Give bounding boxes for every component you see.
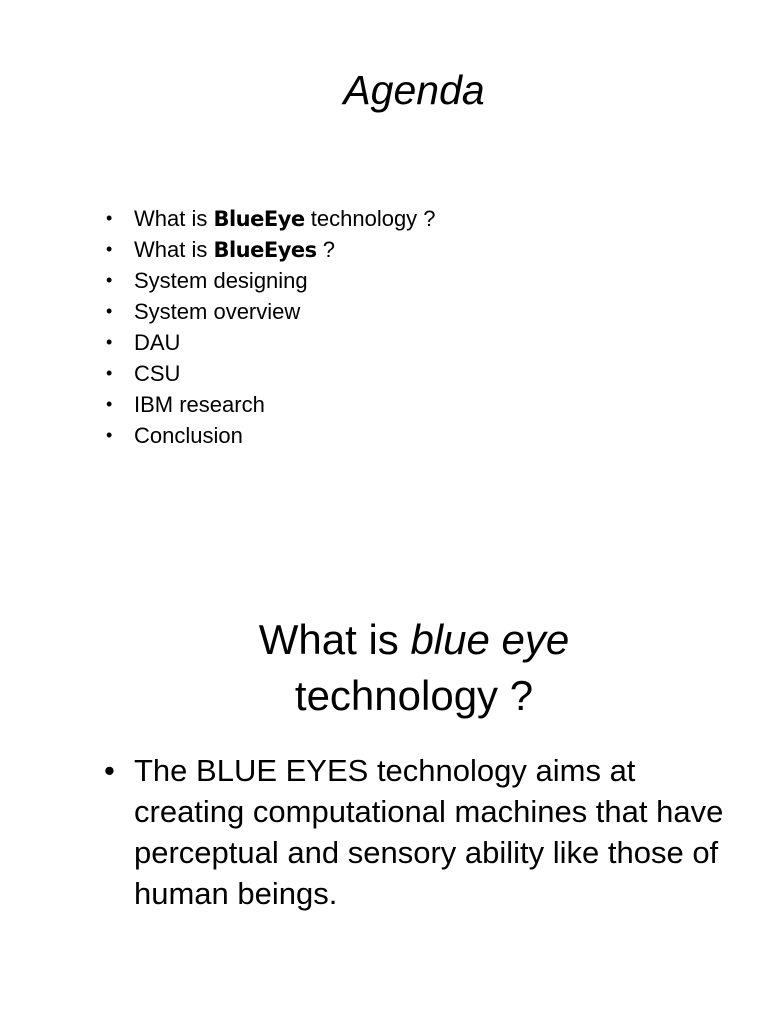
agenda-item [106, 265, 436, 296]
bullet-icon: • [104, 753, 115, 788]
bullet-icon: • [106, 270, 113, 290]
agenda-title: Agenda [343, 67, 485, 113]
bullet-icon: • [106, 425, 113, 445]
agenda-item [106, 296, 436, 327]
agenda-item-text: DAU [134, 330, 181, 355]
agenda-item-brand: BlueEye [213, 207, 305, 231]
agenda-item [106, 327, 436, 358]
agenda-item-text: CSU [134, 361, 181, 386]
bullet-icon: • [106, 332, 113, 352]
title-text: What is [258, 616, 411, 663]
agenda-item-brand: BlueEyes [213, 238, 317, 262]
agenda-item-text: System overview [134, 299, 301, 324]
definition-title-line-1 [0, 612, 768, 668]
definition-text: The BLUE EYES technology aims at creating computational machines that have perceptual and sensory ability like those of human beings. [134, 753, 724, 911]
agenda-item-text: ? [316, 237, 336, 262]
bullet-icon: • [106, 239, 113, 259]
agenda-item [106, 420, 436, 451]
agenda-item-text: technology ? [304, 206, 436, 231]
agenda-item-text: What is [134, 206, 214, 231]
bullet-icon: • [106, 208, 113, 228]
agenda-item [106, 389, 436, 420]
agenda-item-text: Conclusion [134, 423, 243, 448]
agenda-item [106, 358, 436, 389]
bullet-icon: • [106, 394, 113, 414]
agenda-item-text: System designing [134, 268, 308, 293]
bullet-icon: • [106, 363, 113, 383]
agenda-item [106, 203, 436, 234]
definition-bullet [104, 750, 754, 914]
bullet-icon: • [106, 301, 113, 321]
agenda-list [106, 203, 436, 451]
agenda-item-text: What is [134, 237, 214, 262]
definition-title-line-2: technology ? [294, 672, 534, 719]
definition-slide [0, 560, 768, 1024]
definition-title [0, 612, 768, 724]
agenda-item-text: IBM research [134, 392, 265, 417]
title-emphasis: blue eye [410, 616, 570, 663]
agenda-item [106, 234, 436, 265]
